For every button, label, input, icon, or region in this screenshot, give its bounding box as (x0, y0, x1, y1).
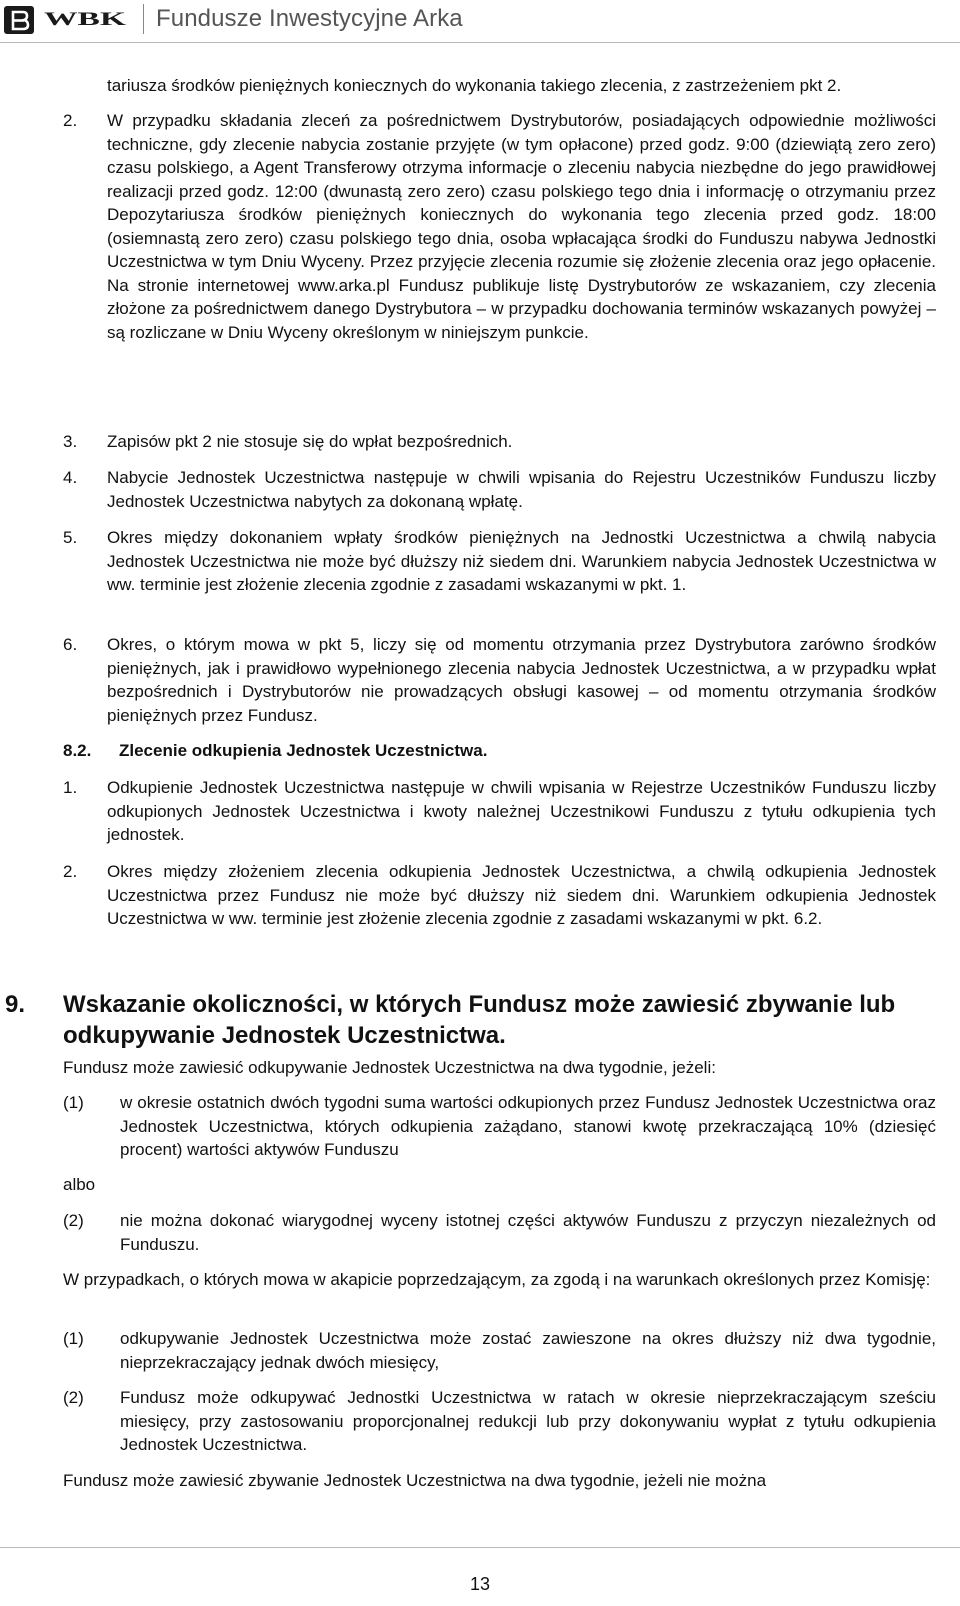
item-number: (2) (63, 1388, 84, 1407)
item-number: (1) (63, 1329, 84, 1348)
list-item: Zapisów pkt 2 nie stosuje się do wpłat bezpośrednich. (107, 432, 513, 451)
connector-word: albo (63, 1175, 96, 1194)
wbk-logo (44, 8, 128, 30)
bank-logo-icon (4, 6, 34, 34)
section-title: Zlecenie odkupienia Jednostek Uczestnictwa. (119, 741, 488, 760)
paragraph: Fundusz może zawiesić odkupywanie Jednostek Uczestnictwa na dwa tygodnie, jeżeli: (63, 1058, 716, 1077)
list-item: Okres między złożeniem zlecenia odkupienia Jednostek Uczestnictwa, a chwilą odkupienia Jednostek Uczestnictwa przez Fundusz nie może być dłuższy niż siedem dni. Warunkiem odkupienia Jednostek Uczestnictwa w ww. terminie jest złożenie zlecenia zgodnie z zasadami wskazanymi w pkt. 6.2. (107, 862, 936, 928)
continuation-text: tariusza środków pieniężnych koniecznych do wykonania takiego zlecenia, z zastrzeżeniem pkt 2. (107, 76, 842, 95)
section-number: 8.2. (63, 741, 92, 760)
page-number: 13 (469, 1574, 491, 1594)
item-text: Fundusz może odkupywać Jednostki Uczestnictwa w ratach w okresie nieprzekraczającym sześciu miesięcy, przy zastosowaniu proporcjonalnej redukcji lub przy dokonywaniu wypłat z tytułu odkupienia Jednostek Uczestnictwa. (120, 1388, 936, 1454)
list-item: Nabycie Jednostek Uczestnictwa następuje w chwili wpisania do Rejestru Uczestników Funduszu liczby Jednostek Uczestnictwa nabytych za dokonaną wpłatę. (107, 468, 936, 511)
list-item: Okres, o którym mowa w pkt 5, liczy się od momentu otrzymania przez Dystrybutora zarówno środków pieniężnych, jak i prawidłowo wypełnionego zlecenia nabycia Jednostek Uczestnictwa, a w przypadku wpłat bezpośrednich i Dystrybutorów nie prowadzących obsługi kasowej – od momentu otrzymania środków pieniężnych przez Fundusz. (107, 635, 936, 725)
condition-number: (1) (63, 1093, 84, 1112)
item-text: odkupywanie Jednostek Uczestnictwa może zostać zawieszone na okres dłuższy niż dwa tygodnie, nieprzekraczający jednak dwóch miesięcy, (120, 1329, 936, 1372)
list-item: Okres między dokonaniem wpłaty środków pieniężnych na Jednostki Uczestnictwa a chwilą nabycia Jednostek Uczestnictwa nie może być dłuższy niż siedem dni. Warunkiem nabycia Jednostek Uczestnictwa w ww. terminie jest złożenie zlecenia zgodnie z zasadami wskazanymi w pkt. 1. (107, 528, 936, 594)
list-item: Odkupienie Jednostek Uczestnictwa następuje w chwili wpisania w Rejestrze Uczestników Funduszu liczby odkupionych Jednostek Uczestnictwa i kwoty należnej Uczestnikowi Funduszu z tytułu odkupienia tych jednostek. (107, 778, 936, 844)
header-divider (143, 4, 144, 34)
condition-text: w okresie ostatnich dwóch tygodni suma wartości odkupionych przez Fundusz Jednostek Uczestnictwa oraz Jednostek Uczestnictwa, których odkupienia zażądano, stanowi kwotę przekraczającą 10% (dziesięć procent) wartości aktywów Funduszu (120, 1093, 936, 1159)
list-number: 6. (63, 635, 78, 654)
list-number: 2. (63, 111, 78, 130)
chapter-title: Wskazanie okoliczności, w których Fundusz może zawiesić zbywanie lub odkupywanie Jednostek Uczestnictwa. (63, 991, 896, 1049)
condition-text: nie można dokonać wiarygodnej wyceny istotnej części aktywów Funduszu z przyczyn niezależnych od Funduszu. (120, 1211, 936, 1254)
header-rule (0, 42, 960, 43)
list-number: 1. (63, 778, 78, 797)
list-number: 3. (63, 432, 78, 451)
list-number: 4. (63, 468, 78, 487)
list-item: W przypadku składania zleceń za pośrednictwem Dystrybutorów, posiadających odpowiednie możliwości techniczne, gdy zlecenie nabycia zostanie przyjęte (w tym opłacone) przed godz. 9:00 (dziewiątą zero zero) czasu polskiego, a Agent Transferowy otrzyma informacje o zleceniu nabycia niezbędne do jego prawidłowej realizacji przed godz. 12:00 (dwunastą zero zero) czasu polskiego tego dnia i informację o otrzymaniu przez Depozytariusza środków pieniężnych koniecznych do wykonania tego zlecenia przed godz. 18:00 (osiemnastą zero zero) czasu polskiego tego dnia, osoba wpłacająca środki do Funduszu nabywa Jednostki Uczestnictwa w tym Dniu Wyceny. Przez przyjęcie zlecenia rozumie się złożenie zlecenia oraz jego opłacenie. Na stronie internetowej www.arka.pl Fundusz publikuje listę Dystrybutorów ze wskazaniem, czy zlecenia złożone za pośrednictwem danego Dystrybutora – w przypadku dochowania terminów wskazanych powyżej – są rozliczane w Dniu Wyceny określonym w niniejszym punkcie. (107, 111, 936, 342)
paragraph: Fundusz może zawiesić zbywanie Jednostek Uczestnictwa na dwa tygodnie, jeżeli nie można (63, 1471, 767, 1490)
svg-text:WBK: WBK (44, 9, 127, 30)
list-number: 2. (63, 862, 78, 881)
condition-number: (2) (63, 1211, 84, 1230)
header-title: Fundusze Inwestycyjne Arka (156, 5, 463, 32)
paragraph: W przypadkach, o których mowa w akapicie poprzedzającym, za zgodą i na warunkach określonych przez Komisję: (63, 1270, 931, 1289)
list-number: 5. (63, 528, 78, 547)
footer-rule (0, 1547, 960, 1548)
chapter-number: 9. (5, 991, 26, 1018)
page-header (0, 0, 960, 42)
